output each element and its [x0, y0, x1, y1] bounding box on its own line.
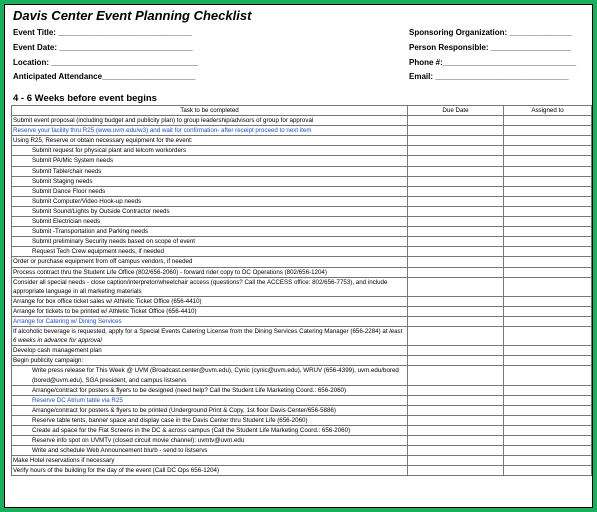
assigned-to-cell[interactable]: [504, 405, 592, 415]
assigned-to-cell[interactable]: [504, 247, 592, 257]
task-text: Develop cash management plan: [13, 347, 102, 355]
task-cell: [12, 426, 408, 436]
task-cell: [12, 217, 408, 227]
assigned-to-cell[interactable]: [504, 385, 592, 395]
table-row: [12, 116, 592, 126]
assigned-to-cell[interactable]: [504, 227, 592, 237]
table-row: [12, 346, 592, 356]
table-row: [12, 296, 592, 306]
column-header-assigned-to: Assigned to: [504, 106, 592, 116]
due-date-cell[interactable]: [408, 247, 504, 257]
person-responsible-field[interactable]: Person Responsible: __________________: [409, 43, 571, 52]
table-row: [12, 316, 592, 326]
task-text: Verify hours of the building for the day of the event (Call DC Ops 656-1204): [13, 467, 220, 475]
assigned-to-cell[interactable]: [504, 366, 592, 385]
column-header-due-date: Due Date: [408, 106, 504, 116]
checklist-sheet: [4, 4, 593, 508]
assigned-to-cell[interactable]: [504, 296, 592, 306]
task-text: Using R25, Reserve or obtain necessary equipment for the event:: [13, 137, 193, 145]
due-date-cell[interactable]: [408, 346, 504, 356]
task-cell: [12, 247, 408, 257]
due-date-cell[interactable]: [408, 395, 504, 405]
table-row: [12, 446, 592, 456]
task-cell: [12, 306, 408, 316]
task-cell: [12, 237, 408, 247]
due-date-cell[interactable]: [408, 126, 504, 136]
task-text: Process contract thru the Student Life Office (802/656-2060) - forward rider copy to DC Operations (802/656-1204): [13, 268, 327, 276]
table-row: [12, 385, 592, 395]
table-row: [12, 227, 592, 237]
task-cell: [12, 136, 408, 146]
assigned-to-cell[interactable]: [504, 217, 592, 227]
task-text-emphasis: least 6 weeks in advance for approval: [13, 328, 403, 345]
assigned-to-cell[interactable]: [504, 237, 592, 247]
task-text: Arrange for tickets to be printed w/ Athletic Ticket Office (656-4410): [13, 307, 197, 315]
task-text: Submit preliminary Security needs based on scope of event: [32, 238, 196, 246]
assigned-to-cell[interactable]: [504, 356, 592, 366]
assigned-to-cell[interactable]: [504, 267, 592, 277]
task-cell: [12, 146, 408, 156]
table-row: [12, 327, 592, 346]
table-row: [12, 237, 592, 247]
section-title: 4 - 6 Weeks before event begins: [13, 93, 157, 104]
due-date-cell[interactable]: [408, 116, 504, 126]
table-row: [12, 166, 592, 176]
phone-field[interactable]: Phone #:______________________________: [409, 58, 577, 67]
assigned-to-cell[interactable]: [504, 166, 592, 176]
task-text: Write and schedule Web Announcement blurb - send to listservs: [32, 447, 208, 455]
page-title: Davis Center Event Planning Checklist: [13, 8, 252, 23]
assigned-to-cell[interactable]: [504, 156, 592, 166]
assigned-to-cell[interactable]: [504, 327, 592, 346]
task-text: Submit request for physical plant and telcom workorders: [32, 147, 187, 155]
task-text: Make Hotel reservations if necessary: [13, 457, 115, 465]
assigned-to-cell[interactable]: [504, 426, 592, 436]
table-row: [12, 186, 592, 196]
task-cell: [12, 405, 408, 415]
due-date-cell[interactable]: [408, 446, 504, 456]
task-cell[interactable]: [12, 395, 408, 405]
assigned-to-cell[interactable]: [504, 206, 592, 216]
assigned-to-cell[interactable]: [504, 176, 592, 186]
task-text: Submit event proposal (including budget and publicity plan) to group leadership/advisors of group for approval: [13, 117, 314, 125]
task-cell: [12, 296, 408, 306]
checklist-table: [11, 105, 592, 476]
assigned-to-cell[interactable]: [504, 277, 592, 296]
task-cell: [12, 456, 408, 466]
task-cell: [12, 156, 408, 166]
assigned-to-cell[interactable]: [504, 186, 592, 196]
table-row: [12, 126, 592, 136]
task-cell: [12, 176, 408, 186]
task-cell: [12, 466, 408, 476]
assigned-to-cell[interactable]: [504, 446, 592, 456]
due-date-cell[interactable]: [408, 146, 504, 156]
assigned-to-cell[interactable]: [504, 456, 592, 466]
table-row: [12, 267, 592, 277]
due-date-cell[interactable]: [408, 166, 504, 176]
due-date-cell[interactable]: [408, 156, 504, 166]
due-date-cell[interactable]: [408, 415, 504, 425]
task-text: Request Tech Crew equipment needs, if needed: [32, 248, 164, 256]
due-date-cell[interactable]: [408, 316, 504, 326]
due-date-cell[interactable]: [408, 436, 504, 446]
due-date-cell[interactable]: [408, 267, 504, 277]
assigned-to-cell[interactable]: [504, 415, 592, 425]
due-date-cell[interactable]: [408, 296, 504, 306]
due-date-cell[interactable]: [408, 306, 504, 316]
table-row: [12, 206, 592, 216]
table-row: [12, 247, 592, 257]
assigned-to-cell[interactable]: [504, 257, 592, 267]
sponsoring-org-field[interactable]: Sponsoring Organization: ______________: [409, 28, 572, 37]
table-row: [12, 405, 592, 415]
assigned-to-cell[interactable]: [504, 196, 592, 206]
task-text: Begin publicity campaign:: [13, 357, 84, 365]
assigned-to-cell[interactable]: [504, 436, 592, 446]
assigned-to-cell[interactable]: [504, 346, 592, 356]
task-cell: [12, 356, 408, 366]
task-text: Create ad space for the Flat Screens in the DC & across campus (Call the Student Life Marketing Coord.: 656-2060): [32, 427, 351, 434]
checklist-rows: [12, 116, 592, 476]
due-date-cell[interactable]: [408, 237, 504, 247]
due-date-cell[interactable]: [408, 456, 504, 466]
task-text: Write press release for This Week @ UVM (Broadcast.center@uvm.edu), Cynic (cynic@uvm.edu), WRUV (656-4399), uvm.edu/bored (bored@uvm.edu), SGA president, and campus listservs: [32, 367, 399, 384]
task-text: Arrange/contract for posters & flyers to be designed (need help? Call the Student Life Marketing Coord.: 656-2060): [32, 386, 347, 394]
due-date-cell[interactable]: [408, 186, 504, 196]
task-text: Submit PA/Mic System needs: [32, 157, 114, 165]
task-text: Reserve your facility thru R25 (www.uvm.edu/w3) and wait for confirmation- after receipt proceed to next item: [13, 127, 312, 135]
task-cell: [12, 366, 408, 385]
task-text: Reserve info spot on UVMTv (closed circuit movie channel): uvmtv@uvm.edu: [32, 437, 245, 445]
email-field[interactable]: Email: ______________________________: [409, 72, 569, 81]
table-row: [12, 196, 592, 206]
assigned-to-cell[interactable]: [504, 316, 592, 326]
task-text: Submit Computer/Video Hook-up needs: [32, 197, 142, 205]
assigned-to-cell[interactable]: [504, 136, 592, 146]
location-field[interactable]: Location: _________________________________: [13, 58, 199, 67]
table-row: [12, 277, 592, 296]
table-row: [12, 257, 592, 267]
table-row: [12, 426, 592, 436]
task-text: Submit Table/chair needs: [32, 167, 102, 175]
due-date-cell[interactable]: [408, 405, 504, 415]
task-cell: [12, 277, 408, 296]
assigned-to-cell[interactable]: [504, 395, 592, 405]
due-date-cell[interactable]: [408, 257, 504, 267]
event-date-field[interactable]: Event Date: ______________________________: [13, 43, 193, 52]
task-text: Arrange/contract for posters & flyers to be printed (Underground Print & Copy, 1st floor Davis Center/656-5886): [32, 406, 336, 414]
table-header-row: [12, 106, 592, 116]
table-row: [12, 356, 592, 366]
table-row: [12, 156, 592, 166]
task-cell: [12, 166, 408, 176]
task-cell: [12, 327, 408, 346]
task-text: Submit -Transportation and Parking needs: [32, 228, 149, 236]
task-text: Submit Electrician needs: [32, 218, 101, 226]
table-row: [12, 146, 592, 156]
task-cell: [12, 346, 408, 356]
assigned-to-cell[interactable]: [504, 146, 592, 156]
due-date-cell[interactable]: [408, 426, 504, 436]
task-text: Reserve table tents, banner space and display case in the Davis Center thru Student Life (656-2060): [32, 416, 308, 424]
task-text: Arrange for box office ticket sales w/ Athletic Ticket Office (656-4410): [13, 297, 202, 305]
due-date-cell[interactable]: [408, 385, 504, 395]
task-text: Consider all special needs - close caption/interpretor/wheelchair access (questions? Call the ACCESS office: 802/656-7753), and include appropriate language in all marketing materials: [13, 278, 388, 295]
assigned-to-cell[interactable]: [504, 306, 592, 316]
task-text: Reserve DC Atrium table via R25: [32, 396, 123, 404]
task-text: Arrange for Catering w/ Dining Services: [13, 317, 122, 325]
table-row: [12, 456, 592, 466]
task-cell: [12, 227, 408, 237]
event-title-field[interactable]: Event Title: ______________________________: [13, 28, 192, 37]
table-row: [12, 415, 592, 425]
task-text: Order or purchase equipment from off campus vendors, if needed: [13, 258, 193, 266]
due-date-cell[interactable]: [408, 327, 504, 346]
table-row: [12, 466, 592, 476]
due-date-cell[interactable]: [408, 196, 504, 206]
attendance-field[interactable]: Anticipated Attendance_____________________: [13, 72, 196, 81]
due-date-cell[interactable]: [408, 227, 504, 237]
due-date-cell[interactable]: [408, 277, 504, 296]
task-cell: [12, 186, 408, 196]
task-cell: [12, 267, 408, 277]
due-date-cell[interactable]: [408, 366, 504, 385]
due-date-cell[interactable]: [408, 206, 504, 216]
task-cell: [12, 415, 408, 425]
table-row: [12, 217, 592, 227]
due-date-cell[interactable]: [408, 356, 504, 366]
table-row: [12, 136, 592, 146]
task-cell: [12, 257, 408, 267]
table-row: [12, 366, 592, 385]
assigned-to-cell[interactable]: [504, 126, 592, 136]
task-cell[interactable]: [12, 316, 408, 326]
task-cell: [12, 446, 408, 456]
table-row: [12, 395, 592, 405]
table-row: [12, 306, 592, 316]
task-cell[interactable]: [12, 126, 408, 136]
due-date-cell[interactable]: [408, 176, 504, 186]
assigned-to-cell[interactable]: [504, 116, 592, 126]
task-cell: [12, 116, 408, 126]
task-cell: [12, 196, 408, 206]
task-text: Submit Staging needs: [32, 177, 93, 185]
task-cell: [12, 436, 408, 446]
task-cell: [12, 206, 408, 216]
task-text: Submit Dance Floor needs: [32, 187, 106, 195]
table-row: [12, 176, 592, 186]
task-cell: [12, 385, 408, 395]
table-row: [12, 436, 592, 446]
due-date-cell[interactable]: [408, 217, 504, 227]
column-header-task: Task to be completed: [12, 106, 408, 116]
task-text: If alcoholic beverage is requested, apply for a Special Events Catering License from the Dining Services Catering Manager (656-2284) at: [13, 328, 390, 336]
due-date-cell[interactable]: [408, 466, 504, 476]
task-text: Submit Sound/Lights by Outside Contractor needs: [32, 207, 170, 215]
assigned-to-cell[interactable]: [504, 466, 592, 476]
due-date-cell[interactable]: [408, 136, 504, 146]
